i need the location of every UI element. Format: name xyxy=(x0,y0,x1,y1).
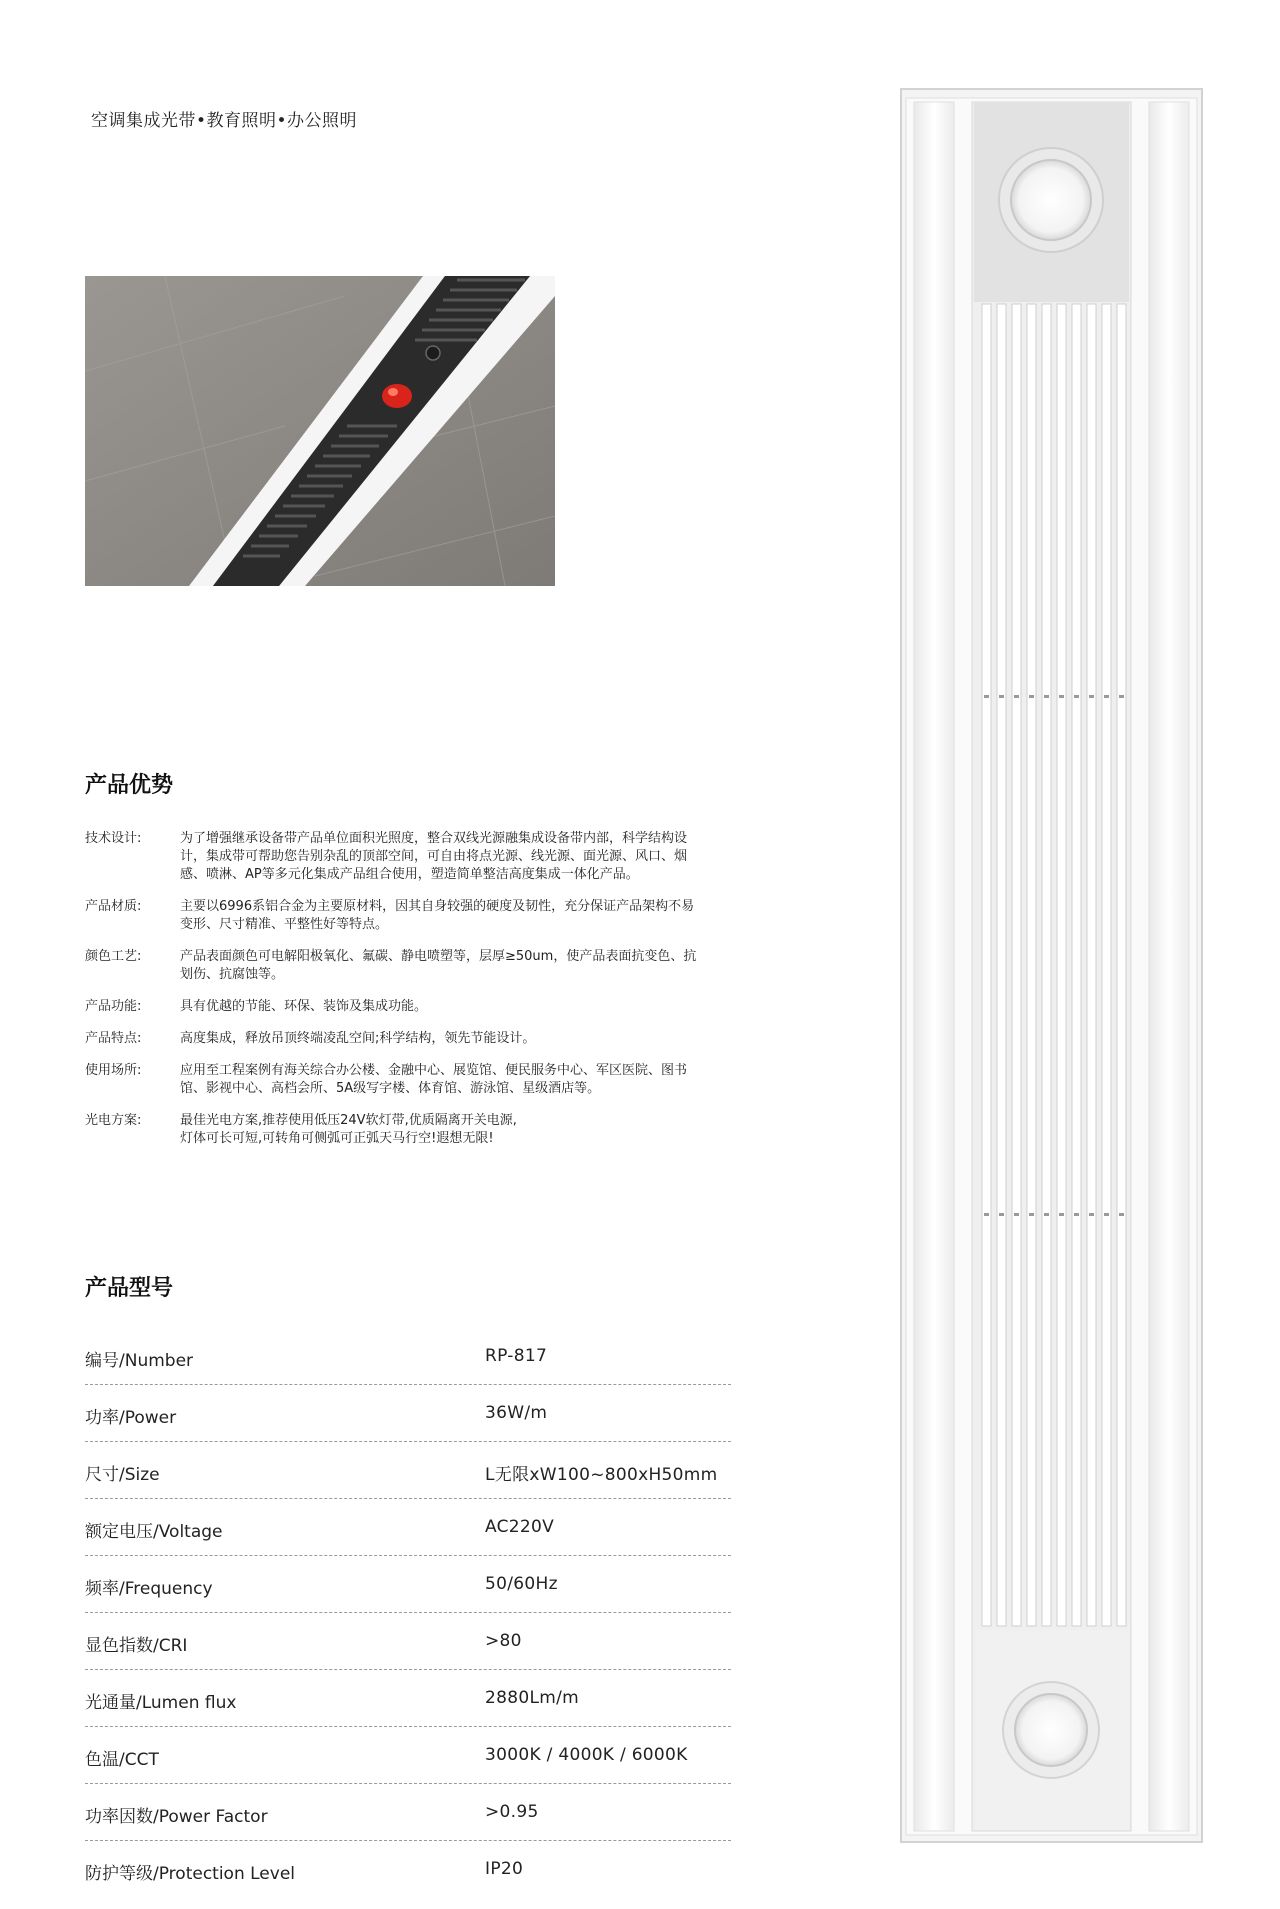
advantage-line: 具有优越的节能、环保、装饰及集成功能。 xyxy=(180,999,428,1014)
advantage-line: 最佳光电方案,推荐使用低压24V软灯带,优质隔离开关电源, xyxy=(180,1113,517,1128)
advantage-label: 光电方案: xyxy=(85,1113,142,1128)
spec-value: 2880Lm/m xyxy=(485,1688,579,1708)
advantage-line: 计，集成带可帮助您告别杂乱的顶部空间，可自由将点光源、线光源、面光源、风口、烟 xyxy=(180,849,688,864)
product-image xyxy=(900,88,1203,1843)
advantage-item xyxy=(85,998,745,1016)
advantage-line: 主要以6996系铝合金为主要原材料，因其自身较强的硬度及韧性，充分保证产品架构不易 xyxy=(180,899,695,914)
advantages-list xyxy=(85,830,745,1162)
advantage-line: 产品表面颜色可电解阳极氧化、氟碳、静电喷塑等，层厚≥50um，使产品表面抗变色、抗 xyxy=(180,949,697,964)
spec-key: 色温/CCT xyxy=(85,1750,159,1770)
advantage-text xyxy=(180,948,745,984)
advantage-label: 产品材质: xyxy=(85,899,142,914)
advantage-text xyxy=(180,998,745,1016)
advantage-item xyxy=(85,1062,745,1098)
advantage-item xyxy=(85,1030,745,1048)
spec-row xyxy=(85,1727,731,1784)
spec-value: AC220V xyxy=(485,1517,555,1537)
advantage-label: 技术设计: xyxy=(85,831,142,846)
advantage-line: 灯体可长可短,可转角可侧弧可正弧天马行空!遐想无限! xyxy=(180,1131,494,1146)
spec-row xyxy=(85,1841,731,1898)
advantage-text xyxy=(180,898,745,934)
advantage-item xyxy=(85,948,745,984)
advantage-label: 颜色工艺: xyxy=(85,949,142,964)
spec-row xyxy=(85,1784,731,1841)
spec-row xyxy=(85,1670,731,1727)
advantage-text xyxy=(180,1062,745,1098)
advantage-text xyxy=(180,830,745,884)
advantage-line: 划伤、抗腐蚀等。 xyxy=(180,967,285,982)
spec-row xyxy=(85,1442,731,1499)
advantage-line: 应用至工程案例有海关综合办公楼、金融中心、展览馆、便民服务中心、军区医院、图书 xyxy=(180,1063,688,1078)
spec-key: 功率/Power xyxy=(85,1408,177,1428)
spec-value: L无限xW100~800xH50mm xyxy=(485,1465,718,1485)
advantage-line: 高度集成，释放吊顶终端凌乱空间;科学结构，领先节能设计。 xyxy=(180,1031,536,1046)
spec-key: 功率因数/Power Factor xyxy=(85,1807,268,1827)
spec-value: >0.95 xyxy=(485,1802,539,1822)
spec-key: 尺寸/Size xyxy=(85,1465,160,1485)
advantages-title: 产品优势 xyxy=(85,773,174,798)
spec-value: 36W/m xyxy=(485,1403,548,1423)
spec-row xyxy=(85,1613,731,1670)
advantage-item xyxy=(85,830,745,884)
advantage-line: 变形、尺寸精准、平整性好等特点。 xyxy=(180,917,389,932)
spec-value: >80 xyxy=(485,1631,522,1651)
spec-value: 50/60Hz xyxy=(485,1574,558,1594)
advantage-line: 为了增强继承设备带产品单位面积光照度，整合双线光源融集成设备带内部，科学结构设 xyxy=(180,831,688,846)
advantage-line: 感、喷淋、AP等多元化集成产品组合使用，塑造简单整洁高度集成一体化产品。 xyxy=(180,867,639,882)
spec-row xyxy=(85,1499,731,1556)
models-title: 产品型号 xyxy=(85,1276,174,1301)
spec-key: 光通量/Lumen flux xyxy=(85,1693,237,1713)
page-subtitle: 空调集成光带•教育照明•办公照明 xyxy=(91,111,358,131)
spec-table xyxy=(85,1328,731,1898)
advantage-label: 产品功能: xyxy=(85,999,142,1014)
spec-key: 频率/Frequency xyxy=(85,1579,213,1599)
spec-row xyxy=(85,1328,731,1385)
advantage-label: 使用场所: xyxy=(85,1063,142,1078)
advantage-line: 馆、影视中心、高档会所、5A级写字楼、体育馆、游泳馆、星级酒店等。 xyxy=(180,1081,601,1096)
spec-key: 额定电压/Voltage xyxy=(85,1522,223,1542)
spec-value: IP20 xyxy=(485,1859,524,1879)
ceiling-fixture-photo xyxy=(85,276,555,586)
advantage-item xyxy=(85,898,745,934)
advantage-item xyxy=(85,1112,745,1148)
advantage-label: 产品特点: xyxy=(85,1031,142,1046)
spec-key: 编号/Number xyxy=(85,1351,194,1371)
spec-value: RP-817 xyxy=(485,1346,548,1366)
spec-key: 显色指数/CRI xyxy=(85,1636,188,1656)
spec-key: 防护等级/Protection Level xyxy=(85,1864,296,1884)
spec-value: 3000K / 4000K / 6000K xyxy=(485,1745,688,1765)
spec-row xyxy=(85,1556,731,1613)
spec-row xyxy=(85,1385,731,1442)
advantage-text xyxy=(180,1030,745,1048)
advantage-text xyxy=(180,1112,745,1148)
